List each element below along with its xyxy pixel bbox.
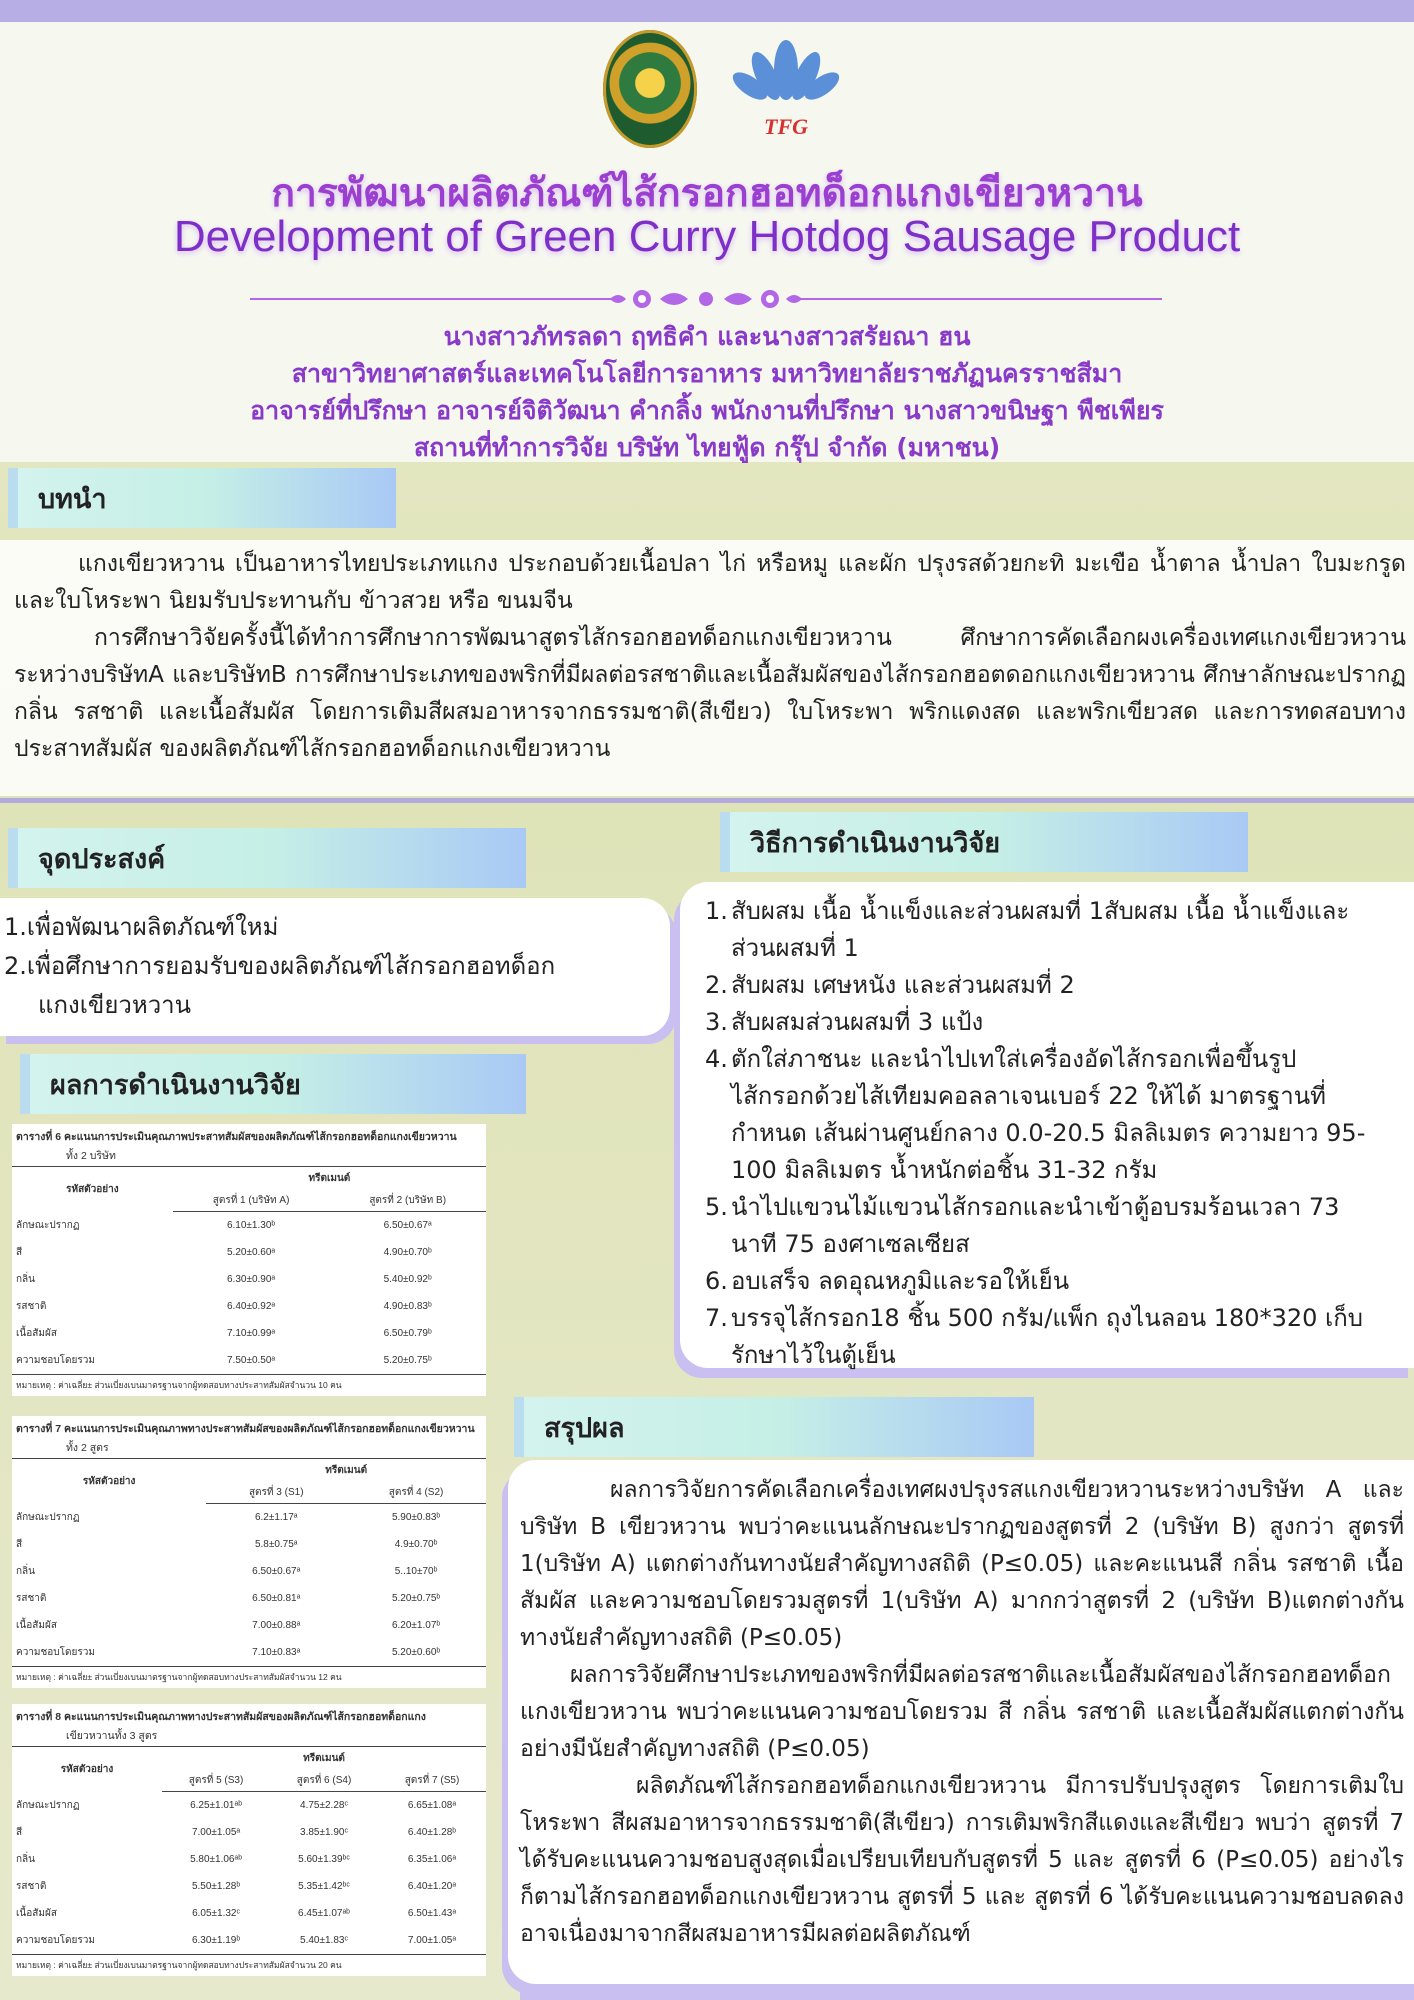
table-row: รสชาติ 6.40±0.92ᵃ 4.90±0.83ᵇ [16, 1301, 432, 1312]
objectives-heading [8, 828, 526, 888]
method-step [705, 1300, 1375, 1374]
sensory-table [12, 1166, 486, 1375]
row-header: รหัสตัวอย่าง [12, 1167, 173, 1212]
results-table-7 [12, 1416, 486, 1688]
authors-line: นางสาวภัทรลดา ฤทธิคำ และนางสาวสรัยณา ฮน [443, 322, 971, 351]
sensory-table [12, 1746, 486, 1955]
table-row: กลิ่น 5.80±1.06ᵃᵇ 5.60±1.39ᵇᶜ 6.35±1.06ᵃ [16, 1854, 457, 1865]
conclusion-paragraph-2: ผลการวิจัยศึกษาประเภทของพริกที่มีผลต่อรสชาติและเนื้อสัมผัสของไส้กรอกฮอทด็อกแกงเขียวหวาน พบว่าคะแนนความชอบโดยรวม สี กลิ่น รสชาติ และเนื้อสัมผัสแตกต่างกันอย่างมีนัยสำคัญทางสถิติ (P≤0.05) [520, 1662, 1404, 1762]
method-step [705, 1041, 1375, 1189]
sensory-table [12, 1458, 486, 1667]
method-step [705, 967, 1375, 1004]
intro-heading [8, 468, 396, 528]
table-row: กลิ่น 6.30±0.90ᵃ 5.40±0.92ᵇ [16, 1274, 432, 1285]
table-row: ลักษณะปรากฏ 6.10±1.30ᵇ 6.50±0.67ᵃ [16, 1219, 432, 1231]
method-step-number: 7. [705, 1304, 728, 1332]
conclusion-heading [514, 1397, 1034, 1457]
method-step-number: 4. [705, 1045, 728, 1073]
row-header: รหัสตัวอย่าง [12, 1747, 162, 1792]
method-step-number: 2. [705, 971, 728, 999]
group-header: ทรีตเมนต์ [206, 1459, 486, 1482]
table-row: เนื้อสัมผัส 6.05±1.32ᶜ 6.45±1.07ᵃᵇ 6.50±1.43ᵃ [16, 1908, 457, 1919]
results-table-6 [12, 1124, 486, 1396]
table-caption: ตารางที่ 8 คะแนนการประเมินคุณภาพทางประสาทสัมผัสของผลิตภัณฑ์ไส้กรอกฮอทด็อกแกง เขียวหวานทั้ง 3 สูตร [16, 1711, 426, 1742]
method-step-text: สับผสม เศษหนัง และส่วนผสมที่ 2 [731, 971, 1075, 999]
results-heading [20, 1054, 526, 1114]
method-step-text: สับผสม เนื้อ น้ำแข็งและส่วนผสมที่ 1สับผสม เนื้อ น้ำแข็งและส่วนผสมที่ 1 [731, 897, 1350, 962]
table-caption: ตารางที่ 7 คะแนนการประเมินคุณภาพทางประสาทสัมผัสของผลิตภัณฑ์ไส้กรอกฮอทด็อกแกงเขียวหวาน ทั้ง 2 สูตร [16, 1423, 475, 1454]
method-step [705, 1263, 1375, 1300]
intro-text [14, 546, 1406, 768]
method-step [705, 893, 1375, 967]
objective-item: 2.เพื่อศึกษาการยอมรับของผลิตภัณฑ์ไส้กรอกฮอทด็อก [4, 952, 556, 980]
method-step-number: 3. [705, 1008, 728, 1036]
table-row: ความชอบโดยรวม 7.10±0.83ᵃ 5.20±0.60ᵇ [12, 1639, 486, 1667]
title-thai: การพัฒนาผลิตภัณฑ์ไส้กรอกฮอทด็อกแกงเขียวหวาน [271, 171, 1143, 216]
method-step-text: อบเสร็จ ลดอุณหภูมิและรอให้เย็น [731, 1267, 1070, 1295]
col-header: สูตรที่ 6 (S4) [270, 1769, 378, 1792]
method-step [705, 1189, 1375, 1263]
table-row: เนื้อสัมผัส 7.10±0.99ᵃ 6.50±0.79ᵇ [16, 1328, 432, 1339]
conclusion-heading-text: สรุปผล [544, 1412, 625, 1444]
table-row: ลักษณะปรากฏ 6.25±1.01ᵃᵇ 4.75±2.28ᶜ 6.65±1.08ᵃ [16, 1799, 457, 1811]
objective-item: 1.เพื่อพัฒนาผลิตภัณฑ์ใหม่ [4, 913, 279, 941]
method-step-text: บรรจุไส้กรอก18 ชิ้น 500 กรัม/แพ็ก ถุงไนลอน 180*320 เก็บรักษาไว้ในตู้เย็น [731, 1304, 1363, 1369]
results-table-8 [12, 1704, 486, 1976]
tfg-lotus-logo [712, 30, 860, 148]
ornament-divider [250, 284, 1162, 314]
table-note: หมายเหตุ : ค่าเฉลี่ย± ส่วนเบี่ยงเบนมาตรฐานจากผู้ทดสอบทางประสาทสัมผัสจำนวน 12 คน [16, 1672, 342, 1682]
col-header: สูตรที่ 2 (บริษัท B) [329, 1189, 486, 1212]
objectives-list [4, 908, 555, 1025]
department-line: สาขาวิทยาศาสตร์และเทคโนโลยีการอาหาร มหาวิทยาลัยราชภัฏนครราชสีมา [291, 359, 1123, 388]
research-site-line: สถานที่ทำการวิจัย บริษัท ไทยฟู้ด กรุ๊ป จำกัด (มหาชน) [413, 433, 1001, 462]
table-row: สี 5.8±0.75ᵃ 4.9±0.70ᵇ [16, 1539, 438, 1550]
objectives-heading-text: จุดประสงค์ [38, 843, 166, 875]
col-header: สูตรที่ 1 (บริษัท A) [173, 1189, 330, 1212]
table-caption: ตารางที่ 6 คะแนนการประเมินคุณภาพประสาทสัมผัสของผลิตภัณฑ์ไส้กรอกฮอทด็อกแกงเขียวหวาน ทั้ง 2 บริษัท [16, 1131, 457, 1162]
method-step-number: 1. [705, 897, 728, 925]
table-row: สี 5.20±0.60ᵃ 4.90±0.70ᵇ [16, 1247, 432, 1258]
method-step-text: ตักใส่ภาชนะ และนำไปเทใส่เครื่องอัดไส้กรอกเพื่อขึ้นรูปไส้กรอกด้วยไส้เทียมคอลลาเจนเบอร์ 22 ให้ได้ มาตรฐานที่กำหนด เส้นผ่านศูนย์กลาง 0.0-20.5 มิลลิเมตร ความยาว 95-100 มิลลิเมตร น้ำหนักต่อชิ้น 31-32 กรัม [731, 1045, 1366, 1184]
table-row: ความชอบโดยรวม 6.30±1.19ᵇ 5.40±1.83ᶜ 7.00±1.05ᵃ [12, 1927, 486, 1955]
conclusion-text [520, 1472, 1404, 1953]
table-row: รสชาติ 5.50±1.28ᵇ 5.35±1.42ᵇᶜ 6.40±1.20ᵃ [16, 1881, 457, 1892]
group-header: ทรีตเมนต์ [173, 1167, 486, 1190]
table-row: สี 7.00±1.05ᵃ 3.85±1.90ᶜ 6.40±1.28ᵇ [16, 1827, 457, 1838]
author-block [0, 318, 1414, 466]
method-step-number: 6. [705, 1267, 728, 1295]
tfg-logo-text: TFG [764, 114, 808, 139]
bottom-strip [520, 1984, 1414, 2000]
method-step-number: 5. [705, 1193, 728, 1221]
method-step-text: นำไปแขวนไม้แขวนไส้กรอกและนำเข้าตู้อบรมร้อนเวลา 73 นาที 75 องศาเซลเซียส [731, 1193, 1340, 1258]
intro-paragraph-1: แกงเขียวหวาน เป็นอาหารไทยประเภทแกง ประกอบด้วยเนื้อปลา ไก่ หรือหมู และผัก ปรุงรสด้วยกะทิ มะเขือ น้ำตาล น้ำปลา ใบมะกรูด และใบโหระพา นิยมรับประทานกับ ข้าวสวย หรือ ขนมจีน [14, 551, 1406, 614]
group-header: ทรีตเมนต์ [162, 1747, 486, 1770]
col-header: สูตรที่ 4 (S2) [346, 1481, 486, 1504]
intro-bottom-line [0, 798, 1414, 803]
conclusion-paragraph-1: ผลการวิจัยการคัดเลือกเครื่องเทศผงปรุงรสแกงเขียวหวานระหว่างบริษัท A และบริษัท B เขียวหวาน พบว่าคะแนนลักษณะปรากฏของสูตรที่ 2 (บริษัท B) สูงกว่า สูตรที่ 1(บริษัท A) แตกต่างกันทางนัยสำคัญทางสถิติ (P≤0.05) และคะแนนสี กลิ่น รสชาติ เนื้อสัมผัส และความชอบโดยรวมสูตรที่ 1(บริษัท A) มากกว่าสูตรที่ 2 (บริษัท B)แตกต่างกันทางนัยสำคัญทางสถิติ (P≤0.05) [520, 1477, 1404, 1651]
row-header: รหัสตัวอย่าง [12, 1459, 206, 1504]
table-row: รสชาติ 6.50±0.81ᵃ 5.20±0.75ᵇ [16, 1593, 441, 1604]
top-strip [0, 0, 1414, 22]
methods-heading-text: วิธีการดำเนินงานวิจัย [750, 827, 1001, 859]
objective-item-continued: แกงเขียวหวาน [38, 991, 192, 1019]
intro-paragraph-2: การศึกษาวิจัยครั้งนี้ได้ทำการศึกษาการพัฒนาสูตรไส้กรอกฮอทด็อกแกงเขียวหวาน ศึกษาการคัดเลือกผงเครื่องเทศแกงเขียวหวานระหว่างบริษัทA และบริษัทB การศึกษาประเภทของพริกที่มีผลต่อรสชาติและเนื้อสัมผัสของไส้กรอกฮอตดอกแกงเขียวหวาน ศึกษาลักษณะปรากฏ กลิ่น รสชาติ และเนื้อสัมผัส โดยการเติมสีผสมอาหารจากธรรมชาติ(สีเขียว) ใบโหระพา พริกแดงสด และพริกเขียวสด และการทดสอบทางประสาทสัมผัส ของผลิตภัณฑ์ไส้กรอกฮอทด็อกแกงเขียวหวาน [14, 625, 1406, 762]
table-note: หมายเหตุ : ค่าเฉลี่ย± ส่วนเบี่ยงเบนมาตรฐานจากผู้ทดสอบทางประสาทสัมผัสจำนวน 20 คน [16, 1960, 342, 1970]
intro-heading-text: บทนำ [38, 483, 107, 515]
results-heading-text: ผลการดำเนินงานวิจัย [50, 1069, 301, 1101]
conclusion-paragraph-3: ผลิตภัณฑ์ไส้กรอกฮอทด็อกแกงเขียวหวาน มีการปรับปรุงสูตร โดยการเติมใบโหระพา สีผสมอาหารจากธรรมชาติ(สีเขียว) การเติมพริกสีแดงและสีเขียว พบว่า สูตรที่ 7 ได้รับคะแนนความชอบสูงสุดเมื่อเปรียบเทียบกับสูตรที่ 5 และ สูตรที่ 6 (P≤0.05) อย่างไรก็ตามไส้กรอกฮอทด็อกแกงเขียวหวาน สูตรที่ 5 และ สูตรที่ 6 ได้รับคะแนนความชอบลดลง อาจเนื่องมาจากสีผสมอาหารมีผลต่อผลิตภัณฑ์ [520, 1773, 1404, 1947]
table-row: กลิ่น 6.50±0.67ᵃ 5..10±70ᵇ [16, 1566, 438, 1577]
methods-heading [720, 812, 1248, 872]
table-row: ลักษณะปรากฏ 6.2±1.17ᵃ 5.90±0.83ᵇ [16, 1511, 441, 1523]
methods-list [705, 893, 1375, 1374]
table-row: เนื้อสัมผัส 7.00±0.88ᵃ 6.20±1.07ᵇ [16, 1620, 441, 1631]
advisor-line: อาจารย์ที่ปรึกษา อาจารย์จิติวัฒนา คำกลิ้ง พนักงานที่ปรึกษา นางสาวขนิษฐา พืชเพียร [250, 396, 1164, 425]
col-header: สูตรที่ 5 (S3) [162, 1769, 270, 1792]
table-note: หมายเหตุ : ค่าเฉลี่ย± ส่วนเบี่ยงเบนมาตรฐานจากผู้ทดสอบทางประสาทสัมผัสจำนวน 10 คน [16, 1380, 342, 1390]
method-step [705, 1004, 1375, 1041]
col-header: สูตรที่ 7 (S5) [378, 1769, 486, 1792]
method-step-text: สับผสมส่วนผสมที่ 3 แป้ง [731, 1008, 984, 1036]
university-seal-logo [603, 30, 697, 148]
title-english: Development of Green Curry Hotdog Sausage Product [173, 212, 1241, 261]
col-header: สูตรที่ 3 (S1) [206, 1481, 346, 1504]
table-row: ความชอบโดยรวม 7.50±0.50ᵃ 5.20±0.75ᵇ [12, 1347, 486, 1375]
poster-header [0, 22, 1414, 462]
